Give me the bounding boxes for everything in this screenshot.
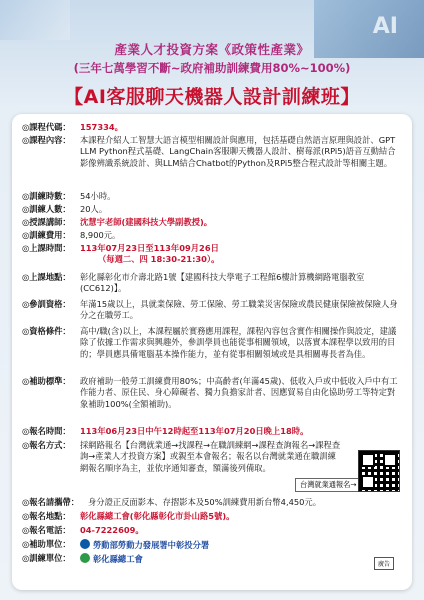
qualifications-label: ◎資格條件： — [22, 326, 71, 336]
class-time-dates: 113年07月23日至113年09月26日 — [80, 243, 219, 253]
trainee-count-label: ◎訓練人數： — [22, 204, 71, 214]
eligibility-value: 年滿15歲以上，具就業保險、勞工保險、勞工職業災害保險或農民健康保險被保險人身分之在職勞工。 — [80, 299, 398, 321]
subsidy-subtitle: (三年七萬學習不斷~政府補助訓練費用80%~100%) — [73, 61, 351, 75]
decorative-banner-left — [0, 0, 70, 40]
course-code-value: 157334。 — [80, 122, 123, 132]
ministry-logo-icon — [80, 539, 90, 549]
location-value: 彰化縣彰化市介壽北路1號【建國科技大學電子工程館6樓計算機網路電腦教室(CC612)】。 — [80, 272, 365, 294]
program-title: 產業人才投資方案《政策性產業》 — [114, 42, 310, 57]
course-title: 【AI客服聊天機器人設計訓練班】 — [64, 86, 360, 108]
ad-stamp: 廣告 — [374, 557, 394, 570]
fee-value: 8,900元。 — [80, 230, 121, 240]
class-time-weekly: （每週二、四 18:30-21:30）。 — [98, 254, 220, 265]
subsidy-agency-value: 勞動部勞動力發展署中彰投分署 — [93, 540, 210, 550]
subsidy-label: ◎補助標準： — [22, 376, 71, 386]
course-info-card — [12, 114, 412, 590]
ai-graphic-label: AI — [372, 14, 398, 39]
registration-place-value: 彰化縣總工會(彰化縣彰化市卦山路5號)。 — [80, 511, 235, 521]
union-logo-icon — [80, 553, 90, 563]
phone-value: 04-7222609。 — [80, 525, 144, 535]
course-code-label: ◎課程代碼： — [22, 122, 71, 132]
bring-items-value: 身分證正反面影本、存摺影本及50%訓練費用新台幣4,450元。 — [88, 497, 322, 507]
instructor-label: ◎授課講師： — [22, 217, 71, 227]
training-unit-value: 彰化縣總工會 — [93, 554, 143, 564]
training-hours-label: ◎訓練時數： — [22, 191, 71, 201]
bring-items-label: ◎報名請攜帶： — [22, 497, 80, 507]
registration-time-label: ◎報名時間： — [22, 426, 71, 436]
location-label: ◎上課地點： — [22, 272, 71, 282]
online-registration-button[interactable]: 台灣就業通報名→ — [295, 478, 361, 492]
qualifications-value: 高中/職(含)以上，本課程屬於實務應用課程，課程內容包含實作相關操作與設定，建議除了依據工作需求與興趣外，參訓學員也能從事相關領域，以落實本課程學以致用的目的；學員應具備電腦基本操作能力，並有從事相關領域或是具相關專長者為佳。 — [80, 326, 397, 359]
registration-time-value: 113年06月23日中午12時起至113年07月20日晚上18時。 — [80, 426, 309, 436]
training-hours-value: 54小時。 — [80, 191, 116, 201]
registration-place-label: ◎報名地點： — [22, 511, 71, 521]
instructor-value: 沈慧宇老師(建國科技大學副教授)。 — [80, 217, 213, 227]
class-time-label: ◎上課時間： — [22, 243, 71, 253]
registration-qr-code[interactable] — [358, 450, 400, 492]
course-content-value: 本課程介紹人工智慧大語言模型相關設計與應用，包括基礎自然語言原理與設計、GPT LLM Python程式基礎、LangChain客服聊天機器人設計、樹莓派(RPi5)語音互動結合影像辨識系統設計、與LLM結合Chatbot的Python及RPi5整合程式設計等相關主題。 — [80, 135, 396, 168]
course-content-label: ◎課程內容： — [22, 135, 71, 145]
registration-method-value: 採網路報名【台灣就業通→找課程→在職訓練網→課程查詢報名→課程查詢→產業人才投資方案】或親至本會報名；報名以台灣就業通在職訓練網報名順序為主，並依序通知審查，額滿後列備取。 — [80, 440, 341, 473]
subsidy-agency-label: ◎補助單位： — [22, 539, 71, 549]
fee-label: ◎訓練費用： — [22, 230, 71, 240]
subsidy-value: 政府補助一般勞工訓練費用80%；中高齡者(年滿45歲)、低收入戶或中低收入戶中有工作能力者、原住民、身心障礙者、獨力負擔家計者、因應貿易自由化協助勞工等特定對象補助100%(全額補助)。 — [80, 376, 398, 409]
phone-label: ◎報名電話： — [22, 525, 71, 535]
training-unit-label: ◎訓練單位： — [22, 553, 71, 563]
eligibility-label: ◎參訓資格： — [22, 299, 71, 309]
registration-method-label: ◎報名方式： — [22, 440, 71, 450]
trainee-count-value: 20人。 — [80, 204, 108, 214]
